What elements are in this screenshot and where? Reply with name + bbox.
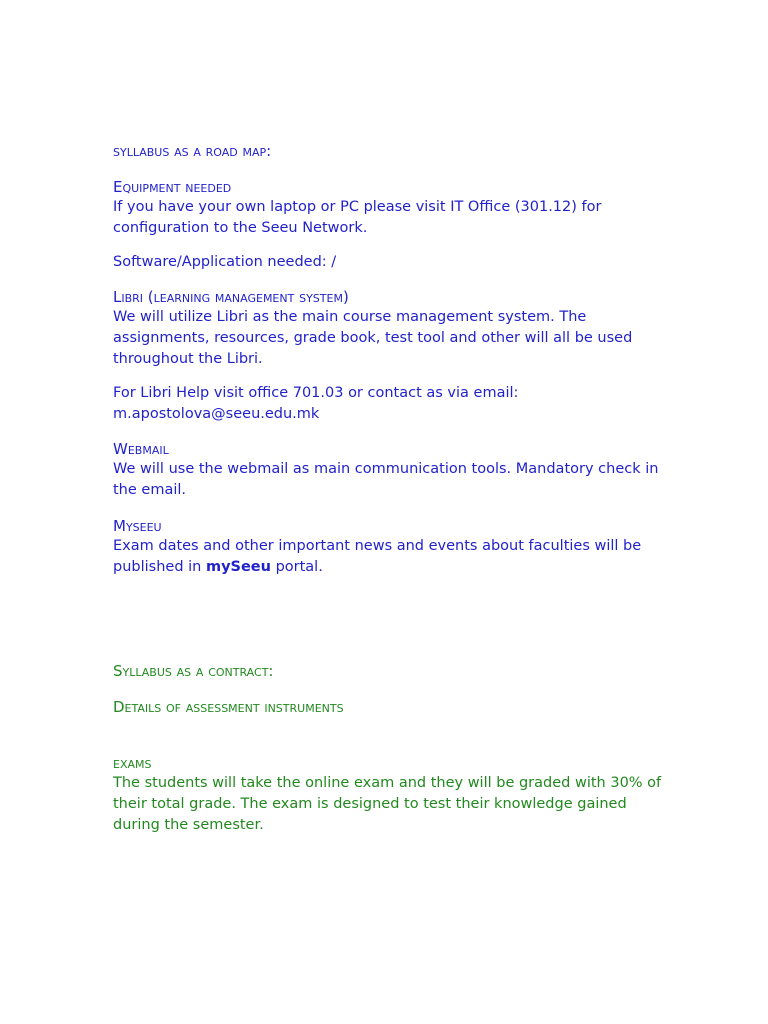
assessment-details-section <box>113 697 673 717</box>
webmail-section <box>113 439 673 501</box>
myseeu-section <box>113 516 673 578</box>
exams-heading: exams <box>113 754 152 772</box>
libri-help-text: For Libri Help visit office 701.03 or contact as via email: m.apostolova@seeu.edu.mk <box>113 385 519 422</box>
myseeu-text <box>113 536 673 578</box>
libri-text: We will utilize Libri as the main course management system. The assignments, resources, grade book, test tool and other will all be used throughout the Libri. <box>113 309 633 367</box>
exams-section <box>113 753 673 836</box>
assessment-details-heading: Details of assessment instruments <box>113 698 344 716</box>
webmail-text: We will use the webmail as main communication tools. Mandatory check in the email. <box>113 461 659 498</box>
road-map-section <box>113 141 673 161</box>
contract-section <box>113 661 673 681</box>
road-map-title: syllabus as a road map: <box>113 142 272 160</box>
equipment-heading: Equipment needed <box>113 178 232 196</box>
libri-help-section <box>113 383 673 425</box>
software-text: Software/Application needed: / <box>113 254 337 270</box>
libri-section <box>113 287 673 370</box>
myseeu-text-before: Exam dates and other important news and events about faculties will be published in <box>113 538 642 575</box>
myseeu-text-after: portal. <box>270 559 323 575</box>
equipment-section <box>113 177 673 239</box>
software-section <box>113 252 673 273</box>
libri-heading: Libri (learning management system) <box>113 288 349 306</box>
contract-title: Syllabus as a contract: <box>113 662 274 680</box>
myseeu-heading: Myseeu <box>113 517 162 535</box>
webmail-heading: Webmail <box>113 440 169 458</box>
myseeu-portal-name: mySeeu <box>205 559 271 575</box>
exams-text: The students will take the online exam and they will be graded with 30% of their total grade. The exam is designed to test their knowledge gained during the semester. <box>113 775 662 833</box>
equipment-text: If you have your own laptop or PC please visit IT Office (301.12) for configuration to the Seeu Network. <box>113 199 602 236</box>
